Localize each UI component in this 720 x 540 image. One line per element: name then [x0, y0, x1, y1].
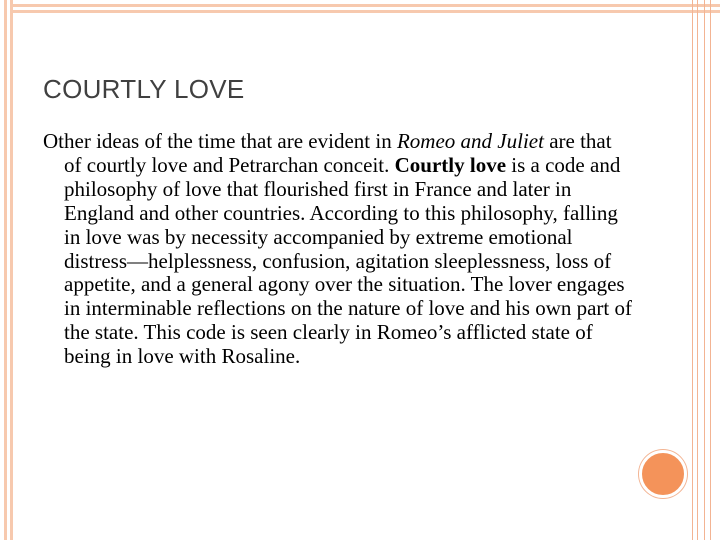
- orange-circle-decoration: [639, 450, 687, 498]
- body-paragraph: [43, 130, 633, 369]
- key-term: Courtly love: [394, 152, 507, 177]
- body-text-segment: Other ideas of the time that are evident in: [43, 129, 397, 153]
- left-border: [0, 0, 13, 540]
- right-decor-line: [704, 0, 705, 540]
- play-title: Romeo and Juliet: [396, 129, 544, 153]
- slide-title: COURTLY LOVE: [43, 74, 245, 104]
- left-border-line: [4, 0, 7, 540]
- body-text-segment: are that of courtly love and Petrarchan conceit.: [64, 129, 612, 177]
- top-border: [0, 0, 720, 13]
- top-border-line: [0, 4, 720, 7]
- body-text-segment: is a code and philosophy of love that flourished first in France and later in England and other countries. According to this philosophy, falling in love was by necessity accompanied by extreme emotional distress—helplessness, confusion, agitation sleeplessness, loss of appetite, and a general agony over the situation. The lover engages in interminable reflections on the nature of love and his own part of the state. This code is seen clearly in Romeo’s afflicted state of being in love with Rosaline.: [64, 152, 632, 369]
- right-decor-line: [692, 0, 693, 540]
- right-decor-line: [710, 0, 711, 540]
- right-decor-line: [697, 0, 698, 540]
